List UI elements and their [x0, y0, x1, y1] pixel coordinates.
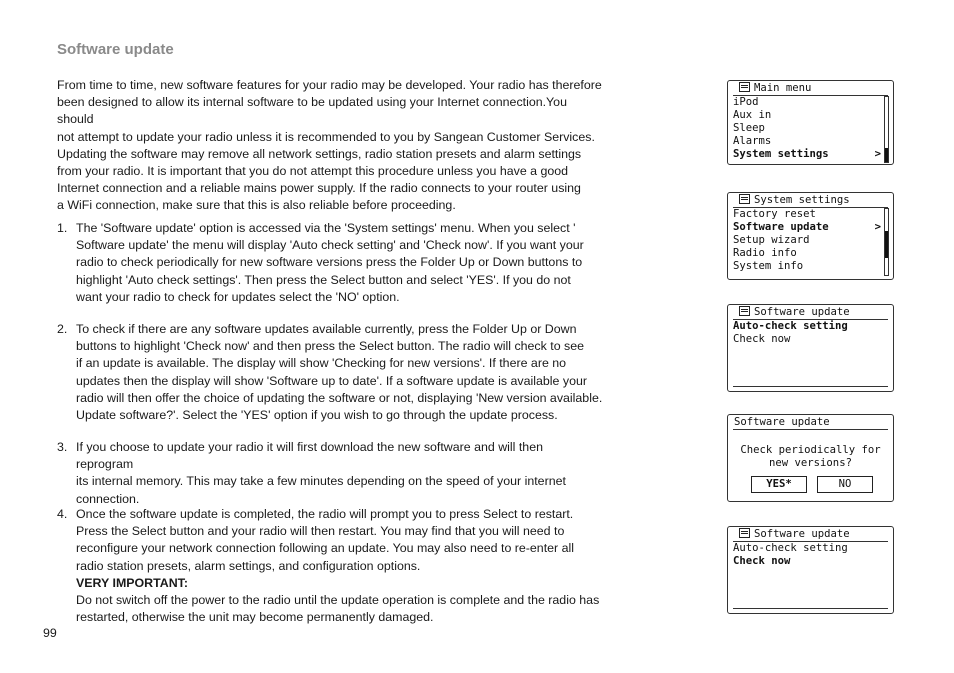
step-line: want your radio to check for updates select the 'NO' option.: [76, 289, 400, 304]
lcd-menu-list: [733, 320, 881, 346]
step-line: connection.: [76, 491, 140, 506]
intro-line: Updating the software may remove all network settings, radio station presets and alarm settings: [57, 146, 582, 161]
yes-label: YES: [766, 478, 786, 490]
intro-line: Internet connection and a reliable mains power supply. If the radio connects to your router using: [57, 181, 581, 196]
step-number: 3.: [57, 440, 68, 454]
step-line: updates then the display will show 'Software up to date'. If a software update is available your: [76, 373, 587, 388]
lcd-title-text: Software update: [754, 306, 850, 318]
lcd-menu-item[interactable]: System info: [733, 260, 804, 272]
step-line: Press the Select button and your radio will then restart. You may find that you will need to: [76, 524, 565, 539]
menu-icon: [739, 194, 750, 204]
menu-icon: [739, 82, 750, 92]
step-line: buttons to highlight 'Check now' and then press the Select button. The radio will check to see: [76, 339, 585, 354]
intro-line: been designed to allow its internal software to be updated using your Internet connection.You should: [57, 95, 567, 127]
selected-marker: *: [785, 478, 792, 490]
important-line: restarted, otherwise the unit may become permanently damaged.: [76, 610, 434, 625]
lcd-menu-list: [733, 96, 881, 161]
lcd-menu-list: [733, 542, 881, 568]
step-line: radio to check periodically for new software versions press the Folder Up or Down buttons to: [76, 255, 583, 270]
step-number: 1.: [57, 221, 68, 235]
scrollbar-thumb[interactable]: [885, 148, 888, 162]
lcd-title: [733, 306, 888, 320]
step-text: [76, 321, 603, 424]
intro-paragraph: [57, 77, 603, 215]
lcd-software-update-auto: [727, 304, 894, 392]
important-label: VERY IMPORTANT:: [76, 575, 188, 590]
scrollbar[interactable]: [884, 208, 889, 276]
lcd-title-text: Software update: [734, 416, 830, 428]
step-line: radio station presets, alarm settings, and configuration options.: [76, 558, 421, 573]
lcd-menu-item[interactable]: Auto-check setting: [733, 542, 848, 554]
lcd-item-label: System settings: [733, 148, 829, 160]
step-text: [76, 506, 603, 626]
lcd-menu-item[interactable]: Aux in: [733, 109, 772, 121]
lcd-main-menu: [727, 80, 894, 165]
step-line: To check if there are any software updates available currently, press the Folder Up or Down: [76, 322, 577, 336]
scrollbar-thumb[interactable]: [885, 231, 888, 259]
intro-line: from your radio. It is important that you do not attempt this procedure unless you have a good: [57, 164, 569, 179]
lcd-title: [733, 528, 888, 542]
lcd-menu-item-selected[interactable]: Check now: [733, 555, 791, 567]
lcd-menu-item[interactable]: iPod: [733, 96, 759, 108]
lcd-menu-item-selected[interactable]: [733, 221, 881, 234]
lcd-menu-item[interactable]: Alarms: [733, 135, 772, 147]
lcd-divider: [733, 608, 888, 609]
step-line: highlight 'Auto check settings'. Then press the Select button and select 'YES'. If you do not: [76, 272, 571, 287]
prompt-line: new versions?: [769, 457, 852, 469]
intro-line: not attempt to update your radio unless it is recommended to you by Sangean Customer Services.: [57, 129, 595, 144]
important-line: Do not switch off the power to the radio until the update operation is complete and the radio has: [76, 593, 600, 608]
scrollbar[interactable]: [884, 96, 889, 163]
page-title: Software update: [57, 41, 174, 58]
step-number: 2.: [57, 322, 68, 336]
lcd-menu-item[interactable]: Sleep: [733, 122, 765, 134]
menu-icon: [739, 528, 750, 538]
step-line: The 'Software update' option is accessed via the 'System settings' menu. When you select ': [76, 221, 576, 235]
lcd-menu-item[interactable]: Setup wizard: [733, 234, 810, 246]
step-line: Update software?'. Select the 'YES' option if you wish to go through the update process.: [76, 408, 558, 423]
lcd-divider: [733, 386, 888, 387]
step-text: [76, 439, 603, 508]
lcd-system-settings: [727, 192, 894, 280]
step-line: Software update' the menu will display 'Auto check setting' and 'Check now'. If you want your: [76, 238, 584, 253]
lcd-software-update-check: [727, 526, 894, 614]
lcd-menu-item[interactable]: Radio info: [733, 247, 797, 259]
chevron-right-icon: >: [874, 148, 881, 160]
lcd-auto-check-prompt: [727, 414, 894, 502]
step-number: 4.: [57, 507, 68, 521]
lcd-title: [733, 82, 888, 96]
step-text: [76, 220, 603, 306]
step-line: reconfigure your network connection following an update. You may also need to re-enter all: [76, 541, 575, 556]
prompt-line: Check periodically for: [740, 444, 881, 456]
no-button[interactable]: NO: [817, 476, 873, 493]
step-line: if an update is available. The display will show 'Checking for new versions'. If there are no: [76, 356, 567, 371]
intro-line: a WiFi connection, make sure that this is also reliable before proceeding.: [57, 198, 456, 213]
lcd-title-text: Software update: [754, 528, 850, 540]
chevron-right-icon: >: [874, 221, 881, 233]
lcd-menu-list: [733, 208, 881, 273]
step-line: If you choose to update your radio it will first download the new software and will then reprogram: [76, 440, 543, 472]
lcd-menu-item[interactable]: Check now: [733, 333, 791, 345]
yes-button[interactable]: [751, 476, 807, 493]
menu-icon: [739, 306, 750, 316]
lcd-item-label: Software update: [733, 221, 829, 233]
lcd-menu-item-selected[interactable]: [733, 148, 881, 161]
page-number: 99: [43, 626, 57, 640]
lcd-menu-item[interactable]: Factory reset: [733, 208, 816, 220]
step-line: its internal memory. This may take a few minutes depending on the speed of your internet: [76, 474, 566, 489]
lcd-menu-item-selected[interactable]: Auto-check setting: [733, 320, 848, 332]
lcd-title: [733, 194, 888, 208]
intro-line: From time to time, new software features for your radio may be developed. Your radio has therefore: [57, 78, 602, 92]
step-line: Once the software update is completed, the radio will prompt you to press Select to restart.: [76, 507, 574, 521]
lcd-title-text: Main menu: [754, 82, 812, 94]
lcd-divider: [733, 429, 888, 430]
step-line: radio will then offer the choice of updating the software or not, displaying 'New version available.: [76, 390, 603, 405]
lcd-title-text: System settings: [754, 194, 850, 206]
